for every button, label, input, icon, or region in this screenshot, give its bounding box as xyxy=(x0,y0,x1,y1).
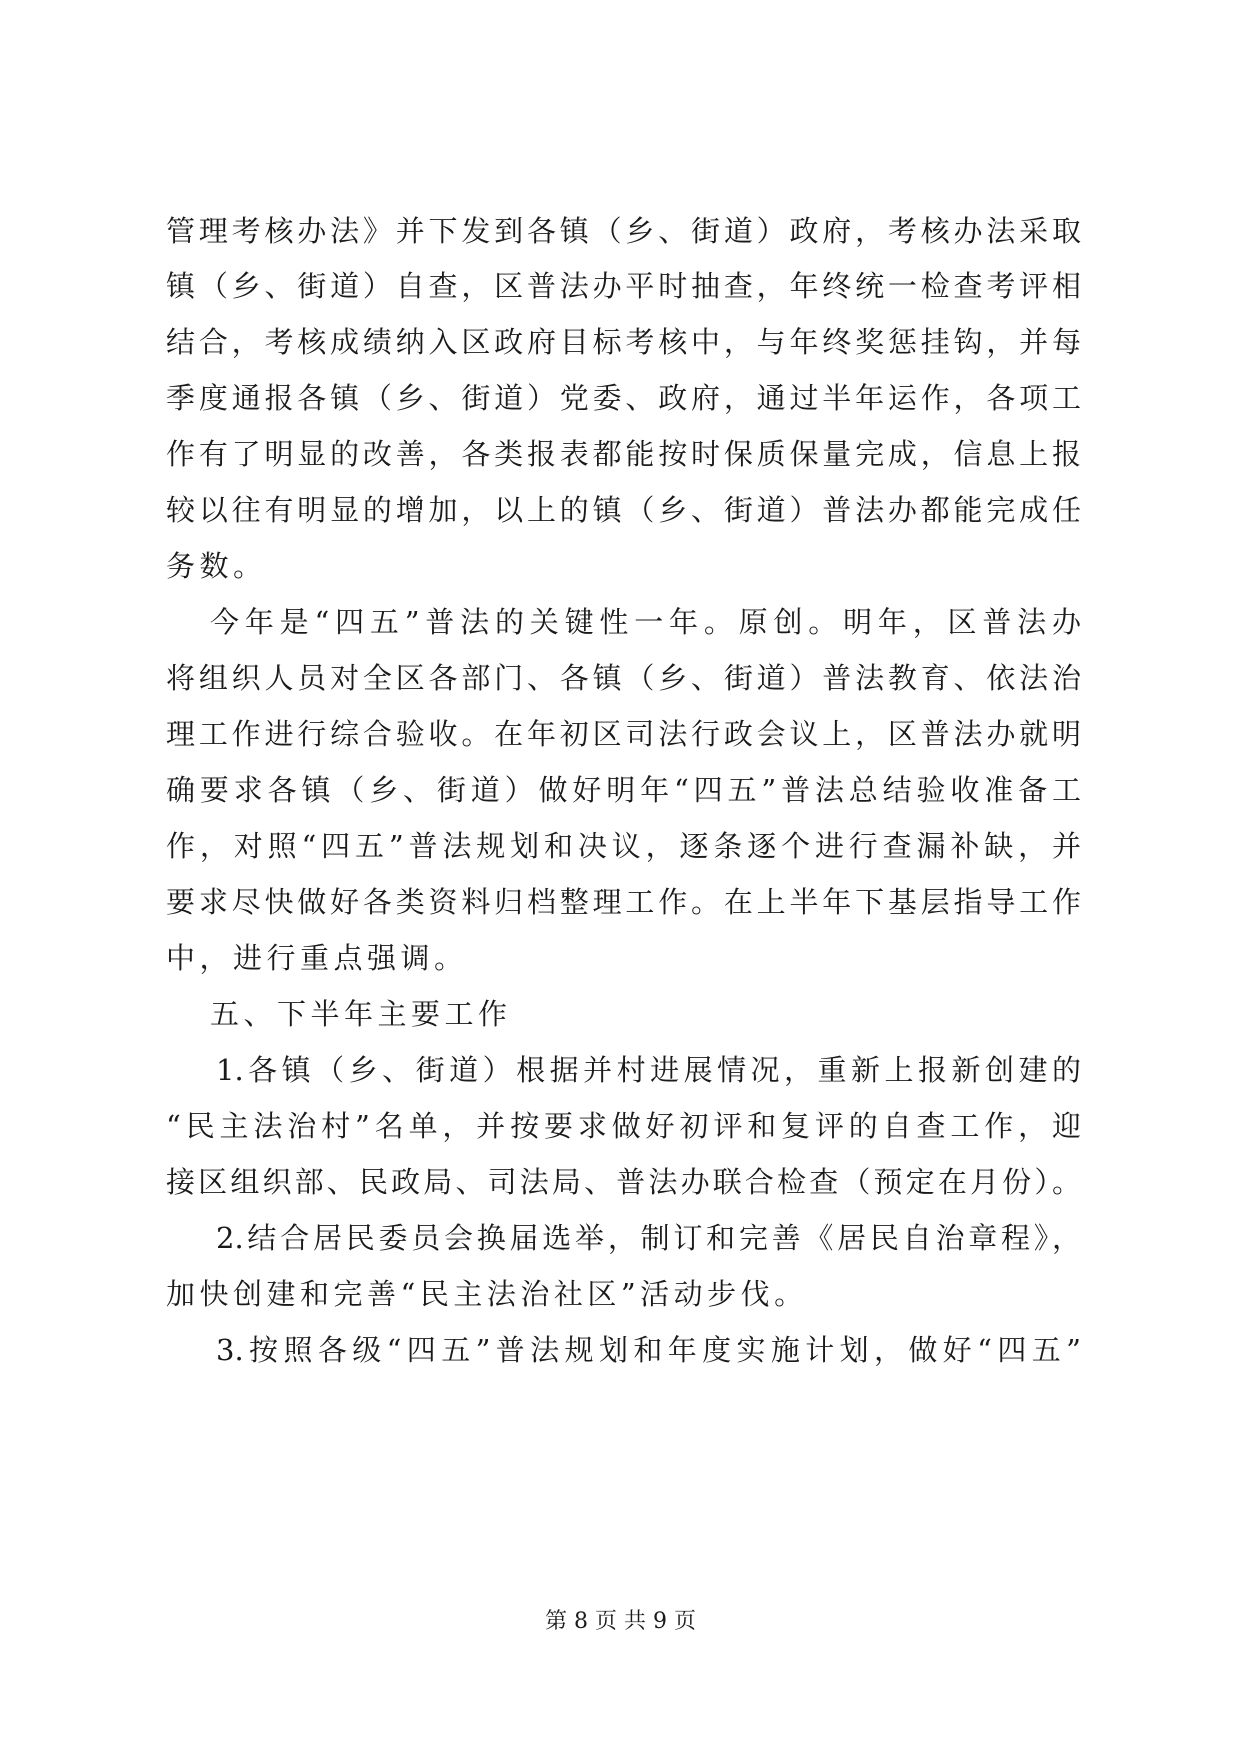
paragraph-line: 理工作进行综合验收。在年初区司法行政会议上，区普法办就明 xyxy=(166,717,1081,751)
paragraph-line: 确要求各镇（乡、街道）做好明年“四五”普法总结验收准备工 xyxy=(166,773,1081,807)
paragraph-line: 作，对照“四五”普法规划和决议，逐条逐个进行查漏补缺，并 xyxy=(166,829,1081,863)
paragraph-line: 接区组织部、民政局、司法局、普法办联合检查（预定在月份）。 xyxy=(166,1165,1081,1199)
paragraph-line: 1.各镇（乡、街道）根据并村进展情况，重新上报新创建的 xyxy=(216,1053,1081,1087)
paragraph-line: 较以往有明显的增加，以上的镇（乡、街道）普法办都能完成任 xyxy=(166,493,1081,527)
paragraph-line: 作有了明显的改善，各类报表都能按时保质保量完成，信息上报 xyxy=(166,437,1081,471)
paragraph-line: 3.按照各级“四五”普法规划和年度实施计划，做好“四五” xyxy=(216,1333,1081,1367)
paragraph-line: 镇（乡、街道）自查，区普法办平时抽查，年终统一检查考评相 xyxy=(166,269,1081,303)
paragraph-line: 今年是“四五”普法的关键性一年。原创。明年，区普法办 xyxy=(210,605,1081,639)
paragraph-line: “民主法治村”名单，并按要求做好初评和复评的自查工作，迎 xyxy=(166,1109,1081,1143)
section-heading: 五、下半年主要工作 xyxy=(210,997,512,1031)
paragraph-line: 结合，考核成绩纳入区政府目标考核中，与年终奖惩挂钩，并每 xyxy=(166,325,1081,359)
paragraph-line: 中，进行重点强调。 xyxy=(166,941,468,975)
paragraph-line: 2.结合居民委员会换届选举，制订和完善《居民自治章程》， xyxy=(216,1221,1081,1255)
page-footer: 第 8 页 共 9 页 xyxy=(545,1609,696,1634)
paragraph-line: 将组织人员对全区各部门、各镇（乡、街道）普法教育、依法治 xyxy=(166,661,1081,695)
paragraph-line: 务数。 xyxy=(166,549,267,583)
paragraph-line: 管理考核办法》并下发到各镇（乡、街道）政府，考核办法采取 xyxy=(166,214,1081,248)
paragraph-line: 季度通报各镇（乡、街道）党委、政府，通过半年运作，各项工 xyxy=(166,381,1081,415)
paragraph-line: 加快创建和完善“民主法治社区”活动步伐。 xyxy=(166,1277,808,1311)
paragraph-line: 要求尽快做好各类资料归档整理工作。在上半年下基层指导工作 xyxy=(166,885,1081,919)
